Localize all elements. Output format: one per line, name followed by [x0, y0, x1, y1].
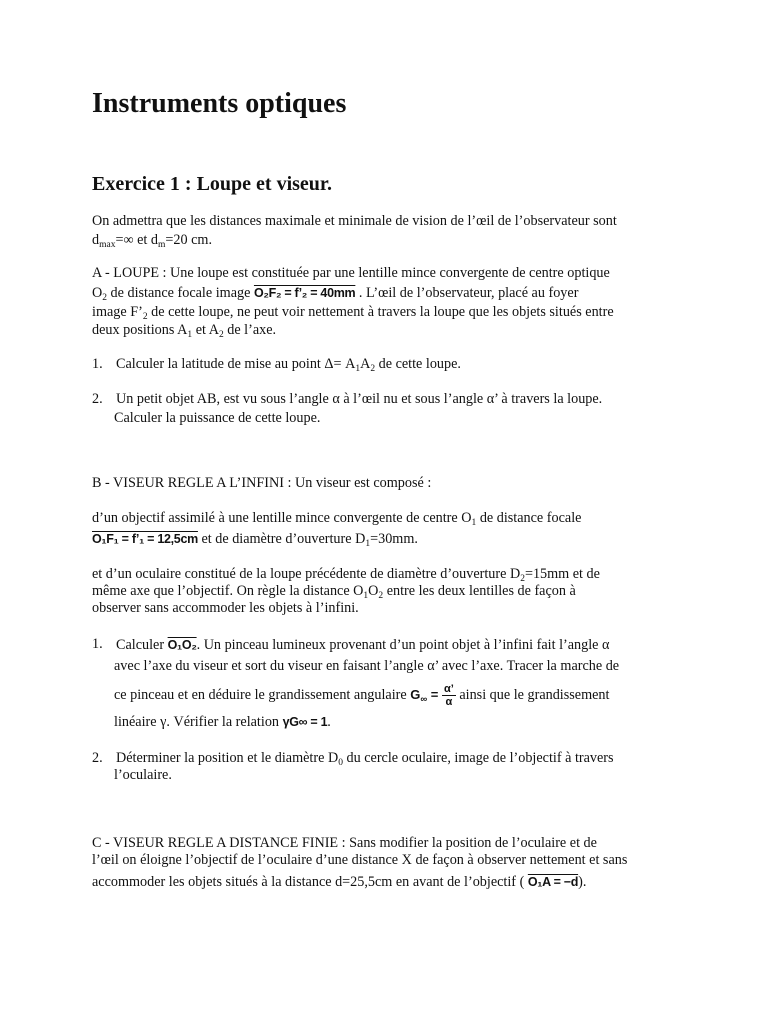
inline-text: G [410, 686, 421, 702]
subscript-text: 2 [378, 591, 384, 601]
inline-text: α’ [443, 683, 454, 695]
viseur-infini-p1-line-1 [92, 509, 581, 528]
inline-text: O [92, 285, 103, 301]
inline-text: α [445, 696, 453, 708]
viseur-infini-question-1-line-2: avec l’axe du viseur et sort du viseur en faisant l’angle α’ avec l’axe. Tracer la marche de [114, 658, 620, 674]
loupe-line-3 [92, 303, 614, 322]
viseur-infini-question-2-number: 2. [92, 750, 103, 766]
exercise-title: Exercice 1 : Loupe et viseur. [92, 173, 332, 195]
subscript-text: 2 [520, 574, 525, 584]
loupe-question-1 [92, 355, 103, 374]
inline-text [442, 683, 456, 708]
inline-text: de cette loupe. [375, 356, 461, 372]
loupe-line-4 [92, 321, 276, 340]
subscript-text: 1 [363, 591, 369, 601]
inline-text: du cercle oculaire, image de l’objectif à travers [342, 750, 614, 766]
equation-o2f2: O₂F₂ = f’₂ = 40mm [253, 286, 356, 300]
viseur-infini-question-2-line-2: l’oculaire. [114, 767, 172, 783]
equation-o1o2: O₁O₂ [167, 638, 197, 652]
inline-text: et de diamètre d’ouverture D [197, 531, 366, 547]
inline-text: = [427, 686, 442, 702]
inline-text: de distance focale image [107, 285, 254, 301]
subscript-text: m [158, 240, 166, 250]
inline-text: O [368, 583, 379, 599]
subscript-text: 2 [370, 364, 376, 374]
inline-text: ). [578, 874, 587, 890]
loupe-question-2-line-1: Un petit objet AB, est vu sous l’angle α à l’œil nu et sous l’angle α’ à travers la loupe. [116, 391, 603, 407]
viseur-fini-line-2: l’œil on éloigne l’objectif de l’oculaire d’une distance X de façon à observer nettement et sans [92, 852, 628, 868]
inline-text: entre les deux lentilles de façon à [383, 583, 576, 599]
inline-text: ce pinceau et en déduire le grandissement angulaire [114, 686, 411, 703]
inline-text: d [92, 232, 100, 248]
subscript-text: 1 [187, 330, 193, 340]
inline-text: et A [192, 322, 219, 338]
subscript-text: ∞ [420, 693, 428, 705]
viseur-infini-heading: B - VISEUR REGLE A L’INFINI : Un viseur est composé : [92, 475, 432, 491]
inline-text: image F’ [92, 304, 143, 320]
equation-o1a: O₁A = −d [527, 875, 579, 889]
subscript-text: 1 [471, 518, 477, 528]
inline-text: =20 cm. [165, 232, 213, 248]
viseur-fini-line-1: C - VISEUR REGLE A DISTANCE FINIE : Sans modifier la position de l’oculaire et de [92, 835, 597, 851]
subscript-text: 2 [218, 330, 224, 340]
inline-text: . Un pinceau lumineux provenant d’un point objet à l’infini fait l’angle α [196, 637, 610, 653]
loupe-question-1-text [116, 355, 461, 374]
inline-text: =∞ et d [115, 232, 158, 248]
equation-relation: γG∞ = 1 [282, 715, 328, 729]
inline-text: A [360, 356, 371, 372]
inline-text: . L’œil de l’observateur, placé au foyer [355, 285, 579, 301]
intro-line-2 [92, 231, 212, 250]
angular-magnification-formula [410, 683, 456, 708]
inline-text: de distance focale [476, 510, 582, 526]
subscript-text: 0 [338, 758, 343, 768]
inline-text: de l’axe. [223, 322, 277, 338]
loupe-question-2-line-2: Calculer la puissance de cette loupe. [114, 410, 321, 426]
viseur-infini-question-1-line-1 [116, 635, 609, 655]
viseur-infini-question-2-line-1 [116, 749, 614, 768]
inline-text: linéaire γ. Vérifier la relation [114, 714, 283, 730]
viseur-infini-question-1-line-4 [114, 712, 331, 732]
inline-text: de cette loupe, ne peut voir nettement à travers la loupe que les objets situés entre [147, 304, 614, 320]
inline-text: Calculer [116, 637, 168, 653]
inline-text: 1. [92, 356, 103, 372]
inline-text: et d’un oculaire constitué de la loupe précédente de diamètre d’ouverture D [92, 566, 521, 582]
subscript-text: 1 [355, 364, 361, 374]
inline-text: deux positions A [92, 322, 188, 338]
viseur-fini-line-3 [92, 872, 586, 892]
loupe-line-1: A - LOUPE : Une loupe est constituée par une lentille mince convergente de centre optique [92, 265, 610, 281]
page-title: Instruments optiques [92, 88, 347, 119]
inline-text: . [327, 714, 331, 730]
inline-text: =30mm. [370, 531, 418, 547]
loupe-line-2 [92, 283, 578, 303]
inline-text: Déterminer la position et le diamètre D [116, 750, 339, 766]
intro-line-1: On admettra que les distances maximale et minimale de vision de l’œil de l’observateur sont [92, 213, 617, 229]
subscript-text: 1 [365, 539, 371, 549]
subscript-text: 2 [142, 312, 148, 322]
subscript-text: 2 [102, 293, 107, 303]
inline-text: Calculer la latitude de mise au point Δ= A [116, 356, 356, 372]
inline-text: même axe que l’objectif. On règle la distance O [92, 583, 364, 599]
loupe-question-2-number: 2. [92, 391, 103, 407]
inline-text: accommoder les objets situés à la distance d=25,5cm en avant de l’objectif ( [92, 874, 528, 890]
viseur-infini-question-1-line-3 [114, 683, 609, 708]
inline-text: d’un objectif assimilé à une lentille mince convergente de centre O [92, 510, 472, 526]
equation-o1f1: O₁F₁ = f’₁ = 12,5cm [92, 532, 198, 546]
viseur-infini-question-1-number: 1. [92, 636, 103, 652]
viseur-infini-p2-line-3: observer sans accommoder les objets à l’infini. [92, 600, 359, 616]
inline-text: ainsi que le grandissement [455, 686, 610, 703]
subscript-text: max [99, 240, 116, 250]
inline-text: =15mm et de [524, 566, 600, 582]
viseur-infini-p1-line-2 [92, 529, 418, 549]
